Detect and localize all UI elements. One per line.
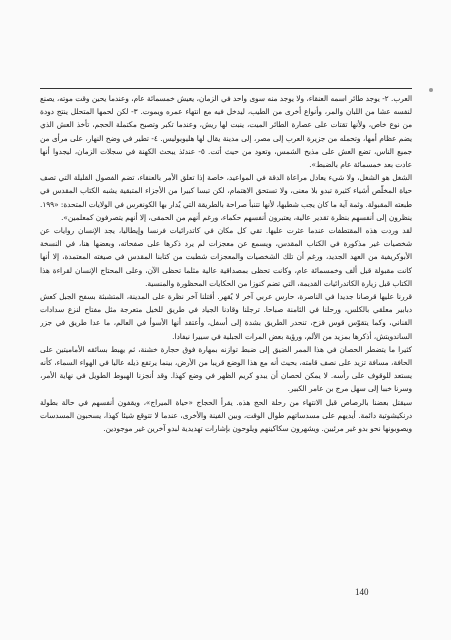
body-text: [40, 92, 412, 596]
margin-dot: [429, 88, 433, 92]
page-number: 140: [355, 587, 369, 597]
paragraph: كثيرا ما يتضطر الحصان في هذا الممر الضيق إلى ضبط توازنه بمهارة فوق حجارة خشنة، ثم يهبط بسائقه الأماميتين على الحافة، مسافة تزيد على نصف قامته، بحيث أنه مع هذا الوضع قريبا من الأرض، بينما يرتفع ذيله عاليا في الهواء السماء، كأنه يستعد للوقوف على رأسه. لا يمكن لحصان أن يبدو كريم الظهر في وضع كهذا. وقد أنجزنا الهبوط الطويل في نهاية الأمر، وسرنا خببا إلى سهل مرج بن عامر الكبير.: [40, 344, 412, 394]
top-rule: [40, 88, 412, 89]
paragraph: الشغل هو الشغل، ولا شيء يعادل مراعاة الدقة في المواعيد، خاصة إذا تعلق الأمر بالعنقاء، تضم الفصول القليلة التي تصف حياة المخلّص أشياء كثيرة تبدو بلا معنى، ولا تستحق الاهتمام، لكن تبسا كبيرا من الأجزاء المتبقية يشبه الكتاب المقدس في طبعته المقبولة. وثمة آية ما كان يجب شطبها، لأنها تتنبأ صراحة بالطريقة التي يُدار بها الكونغرس في الولايات المتحدة: «١٩٩. ينظرون إلى أنفسهم بنظرة تقدير عالية، يعتبرون أنفسهم حكماء، ورغم أنهم من الحمقى، إلا أنهم يتصرفون كمعلمين».: [40, 173, 412, 222]
paragraph: قررنا عليها قرصانا جديدا في الناصرة، حارس عربي آخر لا يُقهر. أقتلنا آخر نظرة على المدينة، المتشبثة بسفح الجبل كعش دبابير معلقي بالكلس، ورحلنا في الثامنة صباحا. ترجلنا وقادنا الجياد في طريق للخيل متعرجة مثل مفتاح لنزع سدادات القناني، وكما يتقوّس قوس قزح، تنحدر الطريق بشدة إلى أسفل، وأعتقد أنها الأسوأ في العالم، ما عدا طريق في جزر الساندويتش، أذكرها بمزيد من الألم، ورؤية بعض المرات الجبلية في سييرا نيفادا.: [40, 292, 412, 341]
paragraph: لقد وردت هذه المقتطفات عندما عثرت عليها. تقي كل مكان في كاتدرائيات فرنسا وإيطاليا، يجد الإنسان روايات عن شخصيات غير مذكورة في الكتاب المقدس، ويسمع عن معجزات لم يرد ذكرها على صفحاته، وبعضها هنا، في النسخة الأبوكريفية من العهد الجديد، ورغم أن تلك الشخصيات والمعجزات شطبت من كتابنا المقدس في صيغته المعتمدة، إلا أنها كانت مقبولة قبل ألف وخمسمائة عام، وكانت تحظى بمصداقية عالية مثلما تحظى الآن، وعلى المحتاج الإنسان لقراءة هذا الكتاب قبل زيارة الكاتدرائيات القديمة، التي تضم كنوزا من الحكايات المحظورة والمنسية.: [40, 226, 412, 288]
paragraph: سيقتل بعضنا بالرصاص قبل الانتهاء من رحلة الحج هذه. يقرأ الحجاج «حياة الميراج»، ويقفون أنفسهم في حالة بطولة درنكيشوتية دائمة. أيديهم على مسدساتهم طوال الوقت، وبين الفينة والأخرى، عندما لا تتوقع شيئا كهذا، يسحبون المسدسات ويصوبونها نحو بدو غير مرئيين. ويشهرون سكاكينهم ويلوحون بإشارات تهديدية لبدو آخرين غير موجودين.: [40, 397, 412, 434]
paragraph: العرب. ٢- يوجد طائر اسمه العنقاء، ولا يوجد منه سوى واحد في الزمان، يعيش خمسمائة عام، وعندما يحين وقت موته، يصنع لنفسه عشا من اللبان والمر، وأنواع أخرى من الطيب، ليدخل فيه مع انتهاء عمره ويموت. ٣- لكن لحمها المتحلل ينتج دودة من نوع خاص، ولأنها تقتات على عصارة الطائر الميت، ينبت لها ريش، وعندما تكبر وتصبح مكتملة الحجم، تأخذ العش الذي يضم عظام أمها، وتحمله من جزيرة العرب إلى مصر، إلى مدينة يقال لها هليوبوليس. ٤- تطير في وضح النهار، على مرأى من جميع الناس، تضع العش على مذبح الشمس، وتعود من حيث أتت. ٥- عندئذ يبحث الكهنة في سجلات الزمان، ليجدوا أنها عادت بعد خمسمائة عام بالضبط».: [40, 94, 412, 170]
